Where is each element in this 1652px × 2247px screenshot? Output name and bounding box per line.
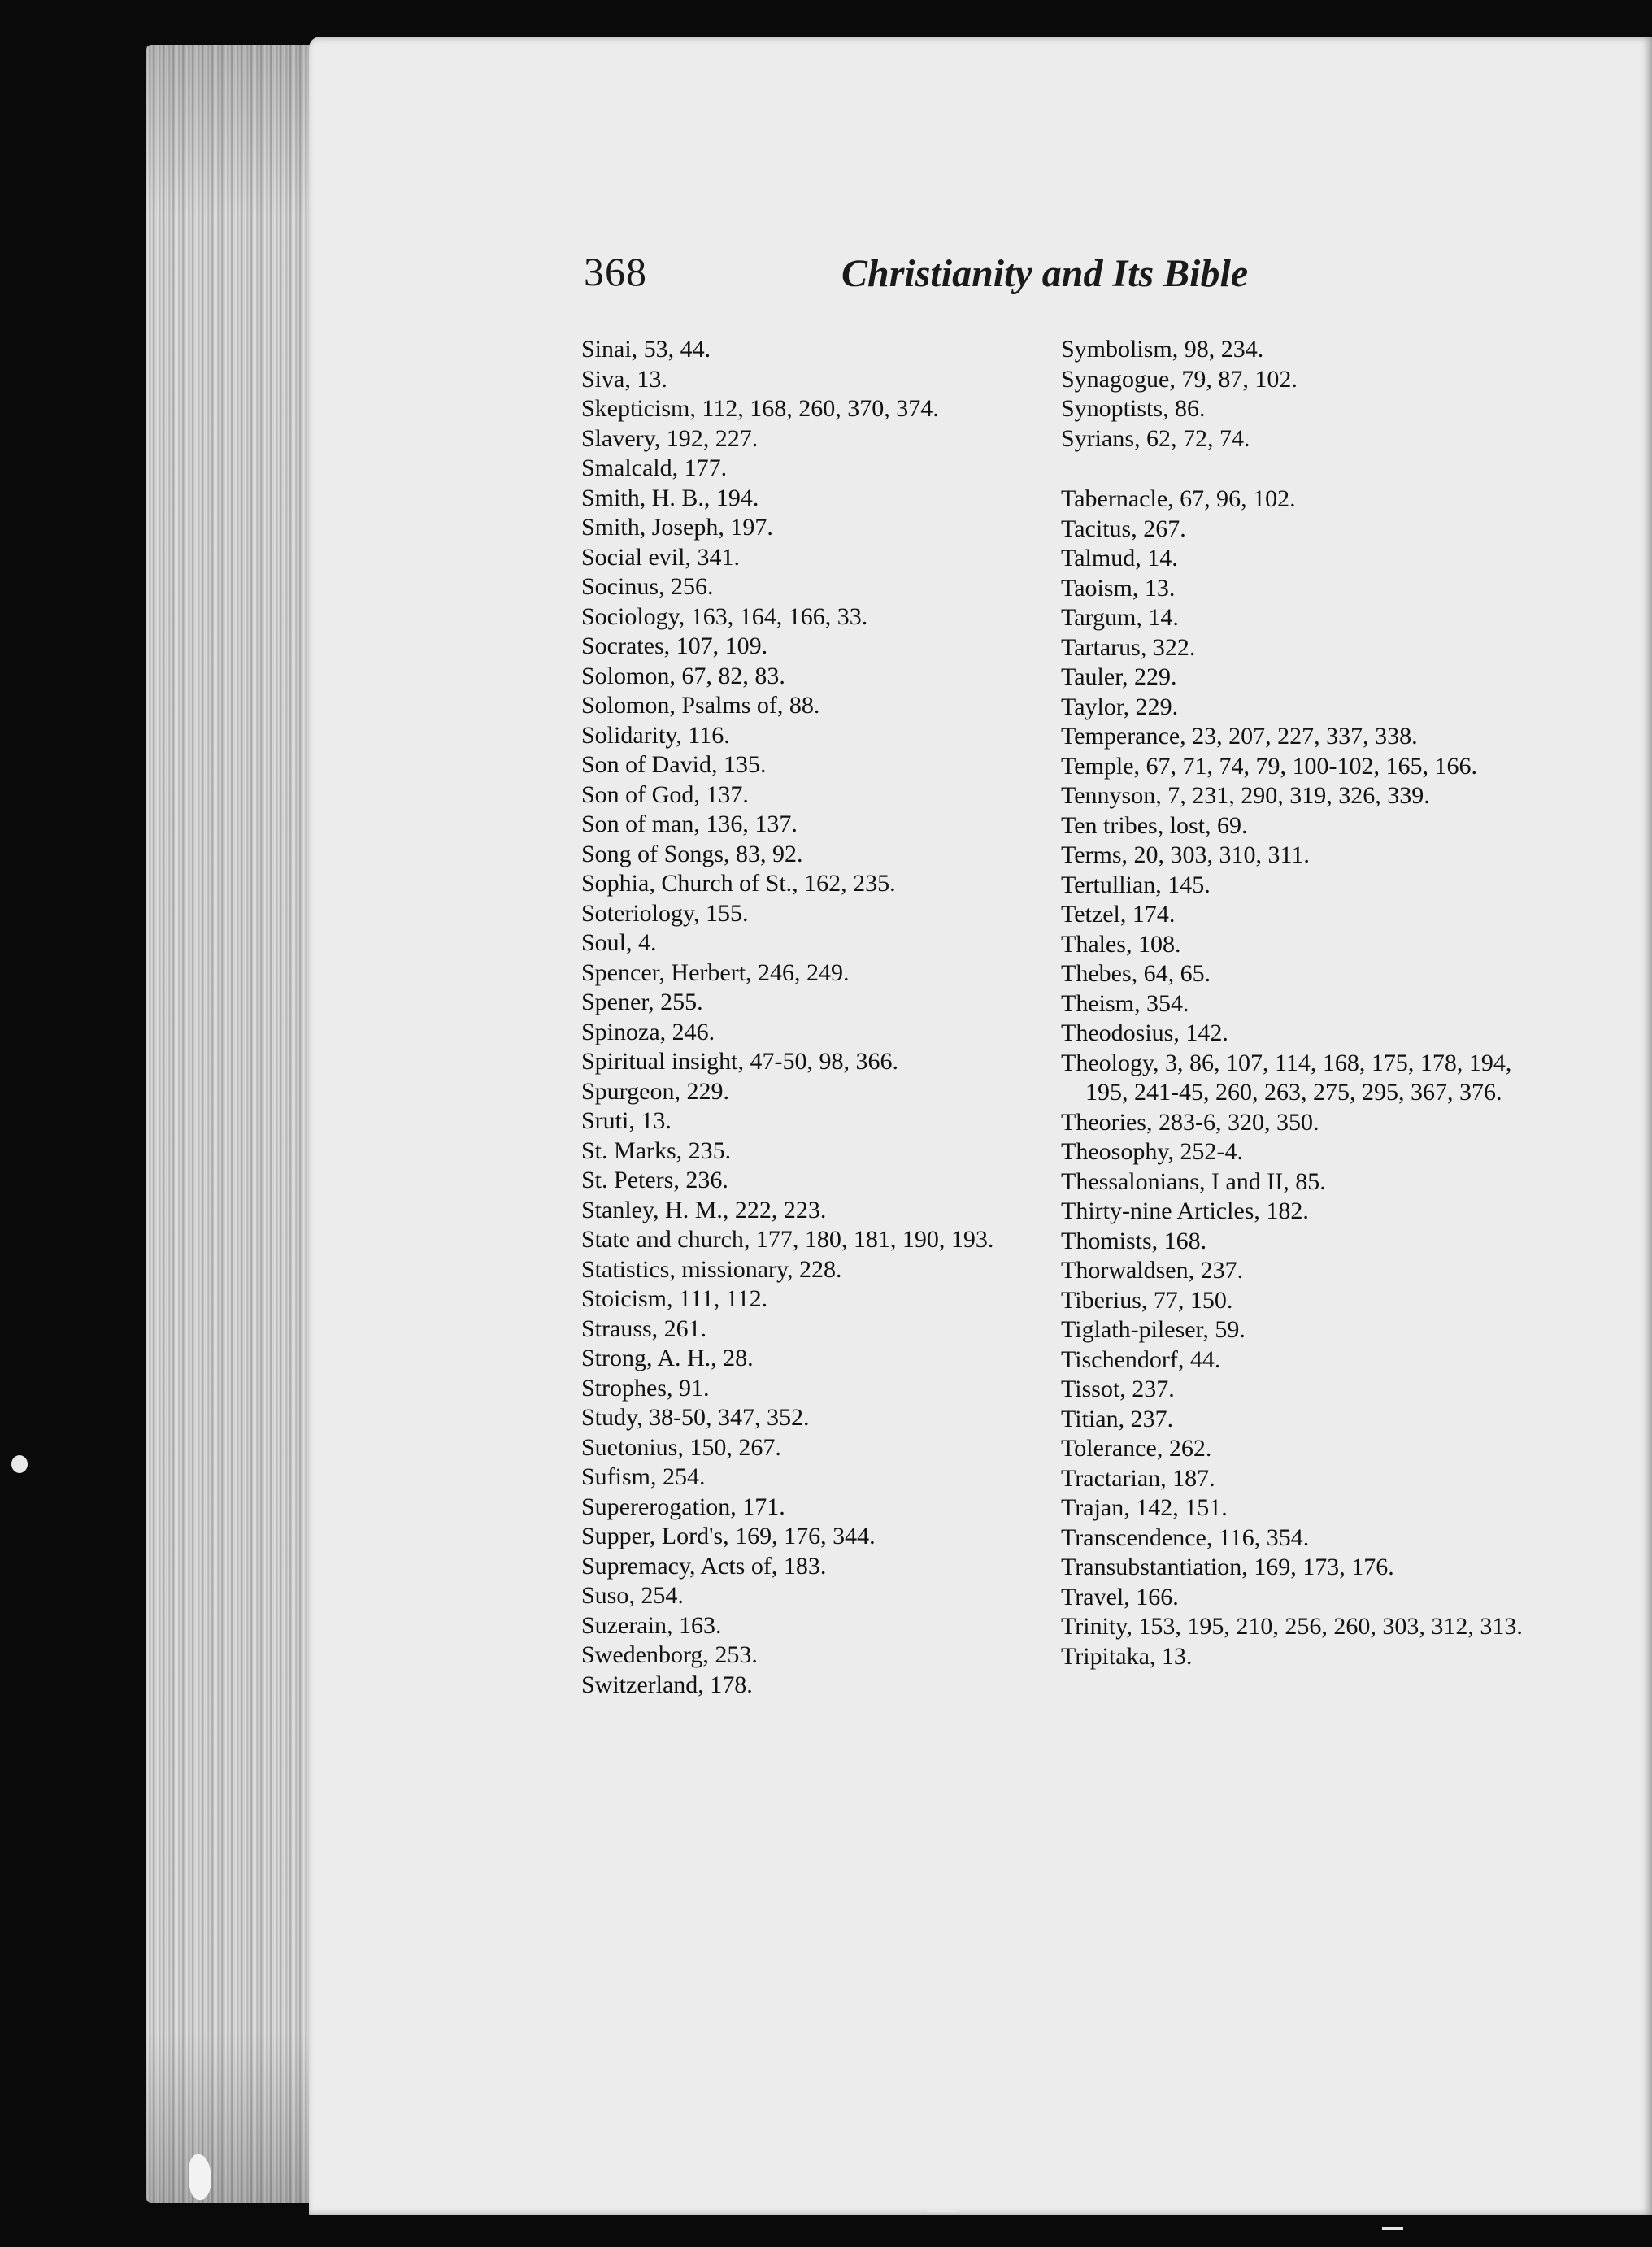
- index-entry: St. Peters, 236.: [581, 1167, 728, 1193]
- index-entry: St. Marks, 235.: [581, 1137, 732, 1164]
- index-entry: Theosophy, 252-4.: [1061, 1138, 1243, 1165]
- index-entry: Thessalonians, I and II, 85.: [1061, 1167, 1326, 1195]
- index-entry: Switzerland, 178.: [581, 1671, 753, 1698]
- index-entry: Symbolism, 98, 234.: [1061, 336, 1264, 363]
- index-entry: Syrians, 62, 72, 74.: [1061, 424, 1250, 452]
- index-entry: Targum, 14.: [1061, 604, 1179, 631]
- section-gap: [1061, 454, 1532, 485]
- index-entry: Song of Songs, 83, 92.: [581, 840, 803, 867]
- index-entry: Thomists, 168.: [1061, 1227, 1207, 1254]
- index-entry: Tiberius, 77, 150.: [1061, 1286, 1233, 1314]
- index-column-left: [581, 335, 1053, 1700]
- index-entry: Tartarus, 322.: [1061, 633, 1196, 661]
- index-entry: Trajan, 142, 151.: [1061, 1494, 1228, 1521]
- running-title: Christianity and Its Bible: [841, 252, 1249, 295]
- index-entry: Tractarian, 187.: [1061, 1464, 1215, 1492]
- index-entry: Taylor, 229.: [1061, 693, 1179, 720]
- index-entry: Ten tribes, lost, 69.: [1061, 811, 1248, 839]
- index-entry: Thales, 108.: [1061, 930, 1181, 958]
- index-entry: Siva, 13.: [581, 365, 667, 393]
- page-header: [584, 248, 1559, 305]
- index-entry: Theodosius, 142.: [1061, 1019, 1228, 1046]
- index-entry: Solomon, Psalms of, 88.: [581, 692, 820, 719]
- index-entry: Thebes, 64, 65.: [1061, 960, 1211, 987]
- index-entry: Taoism, 13.: [1061, 574, 1176, 602]
- index-entry: Tennyson, 7, 231, 290, 319, 326, 339.: [1061, 782, 1430, 809]
- book-page-edges: [146, 45, 317, 2203]
- index-entry: Spurgeon, 229.: [581, 1077, 729, 1105]
- index-entry: Thorwaldsen, 237.: [1061, 1257, 1244, 1284]
- index-entry: Sophia, Church of St., 162, 235.: [581, 870, 896, 897]
- index-entry: Talmud, 14.: [1061, 545, 1178, 572]
- index-entry: Spener, 255.: [581, 989, 703, 1015]
- index-entry: Son of man, 136, 137.: [581, 811, 798, 837]
- index-entry: Statistics, missionary, 228.: [581, 1255, 842, 1283]
- index-entry: Suetonius, 150, 267.: [581, 1433, 781, 1461]
- index-entry: Spinoza, 246.: [581, 1018, 715, 1045]
- index-entry: Supremacy, Acts of, 183.: [581, 1552, 827, 1580]
- index-column-right: [1061, 335, 1532, 1671]
- index-entry: Solomon, 67, 82, 83.: [581, 662, 785, 689]
- index-entry: Solidarity, 116.: [581, 721, 730, 749]
- index-entry: Terms, 20, 303, 310, 311.: [1061, 841, 1310, 868]
- index-entry: Supererogation, 171.: [581, 1493, 785, 1520]
- index-entry: Son of David, 135.: [581, 751, 767, 778]
- index-entry: Supper, Lord's, 169, 176, 344.: [581, 1523, 876, 1549]
- index-entry: Smalcald, 177.: [581, 454, 728, 481]
- index-entry: Social evil, 341.: [581, 543, 740, 571]
- index-entry: Transcendence, 116, 354.: [1061, 1523, 1310, 1551]
- index-entry: State and church, 177, 180, 181, 190, 193.: [581, 1226, 994, 1253]
- index-entry: Swedenborg, 253.: [581, 1641, 758, 1668]
- index-entry: Tiglath-pileser, 59.: [1061, 1316, 1246, 1343]
- index-entry: Smith, H. B., 194.: [581, 484, 759, 511]
- index-entry: Temple, 67, 71, 74, 79, 100-102, 165, 166.: [1061, 752, 1478, 780]
- index-entry: Suso, 254.: [581, 1582, 684, 1609]
- index-entry: Tripitaka, 13.: [1061, 1642, 1193, 1670]
- index-entry: Sufism, 254.: [581, 1463, 706, 1490]
- scan-speck: [927, 2210, 959, 2212]
- index-entry: Stanley, H. M., 222, 223.: [581, 1196, 827, 1223]
- index-entry: Stoicism, 111, 112.: [581, 1285, 768, 1312]
- index-entry: Temperance, 23, 207, 227, 337, 338.: [1061, 723, 1418, 750]
- index-entry: Smith, Joseph, 197.: [581, 514, 773, 541]
- index-entry: Tertullian, 145.: [1061, 871, 1211, 898]
- index-entry: Strauss, 261.: [581, 1315, 707, 1342]
- index-entry: Sociology, 163, 164, 166, 33.: [581, 602, 868, 630]
- index-entry: Socrates, 107, 109.: [581, 632, 768, 659]
- index-entry: Spencer, Herbert, 246, 249.: [581, 958, 850, 986]
- index-entry: Suzerain, 163.: [581, 1611, 722, 1639]
- index-entry: Skepticism, 112, 168, 260, 370, 374.: [581, 395, 939, 422]
- index-entry: Theology, 3, 86, 107, 114, 168, 175, 178, 194, 195, 241-45, 260, 263, 275, 295, 367, 376.: [1061, 1049, 1512, 1106]
- index-entry: Sinai, 53, 44.: [581, 336, 711, 363]
- page-number: 368: [584, 249, 647, 294]
- index-entry: Tissot, 237.: [1061, 1376, 1175, 1402]
- index-entry: Study, 38-50, 347, 352.: [581, 1404, 810, 1431]
- index-entry: Soteriology, 155.: [581, 899, 749, 927]
- index-entry: Soul, 4.: [581, 929, 657, 956]
- index-entry: Theories, 283-6, 320, 350.: [1061, 1108, 1319, 1136]
- index-entry: Sruti, 13.: [581, 1107, 672, 1134]
- index-entry: Strong, A. H., 28.: [581, 1345, 754, 1371]
- index-entry: Son of God, 137.: [581, 780, 749, 808]
- index-entry: Tolerance, 262.: [1061, 1435, 1212, 1462]
- index-entry: Titian, 237.: [1061, 1405, 1174, 1432]
- index-entry: Trinity, 153, 195, 210, 256, 260, 303, 312, 313.: [1061, 1613, 1523, 1640]
- index-entry: Slavery, 192, 227.: [581, 424, 759, 452]
- scan-blot: [11, 1455, 28, 1473]
- index-entry: Synagogue, 79, 87, 102.: [1061, 365, 1298, 393]
- index-entry: Theism, 354.: [1061, 989, 1189, 1017]
- index-entry: Spiritual insight, 47-50, 98, 366.: [581, 1048, 898, 1075]
- index-entry: Travel, 166.: [1061, 1583, 1179, 1610]
- index-entry: Transubstantiation, 169, 173, 176.: [1061, 1554, 1394, 1580]
- index-entry: Socinus, 256.: [581, 573, 714, 600]
- index-entry: Tabernacle, 67, 96, 102.: [1061, 485, 1296, 512]
- index-entry: Tischendorf, 44.: [1061, 1345, 1221, 1373]
- index-entry: Strophes, 91.: [581, 1374, 710, 1402]
- index-entry: Synoptists, 86.: [1061, 395, 1206, 422]
- index-entry: Tauler, 229.: [1061, 663, 1177, 690]
- index-entry: Thirty-nine Articles, 182.: [1061, 1197, 1309, 1224]
- scan-speck: [1382, 2227, 1403, 2230]
- index-entry: Tacitus, 267.: [1061, 515, 1186, 542]
- index-entry: Tetzel, 174.: [1061, 901, 1176, 928]
